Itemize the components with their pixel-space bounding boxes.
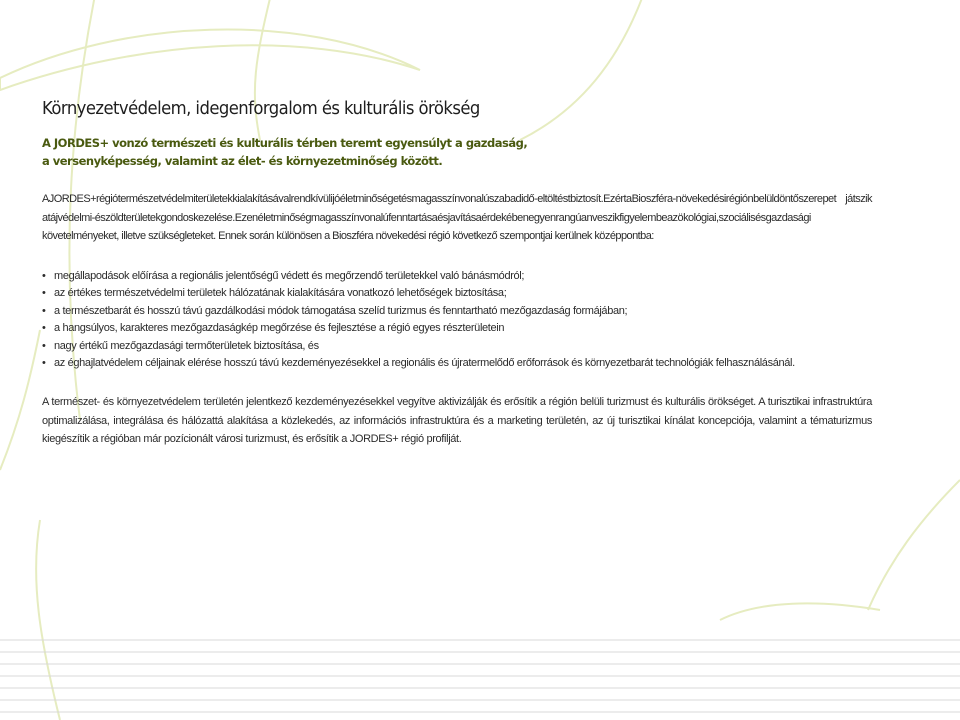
list-item-text: nagy értékű mezőgazdasági termőterületek biztosítása, és bbox=[54, 339, 319, 352]
bullet-icon: • bbox=[42, 269, 46, 282]
bullet-icon: • bbox=[42, 339, 46, 352]
list-item bbox=[42, 338, 872, 356]
bullet-icon: • bbox=[42, 322, 46, 335]
list-item bbox=[42, 268, 872, 286]
list-item-text: a hangsúlyos, karakteres mezőgazdaságkép megőrzése és fejlesztése a régió egyes részterületein bbox=[54, 322, 505, 335]
list-item-text: az éghajlatvédelem céljainak elérése hosszú távú kezdeményezésekkel a regionális és újratermelődő erőforrások és környezetbarát technológiák felhasználásánál. bbox=[54, 357, 795, 370]
decor-curve-5 bbox=[36, 520, 60, 720]
list-item-text: a természetbarát és hosszú távú gazdálkodási módok támogatása szelíd turizmus és fenntartható mezőgazdaság formájában; bbox=[54, 304, 628, 317]
list-item-text: megállapodások előírása a regionális jelentőségű védett és megőrzendő területekkel való bánásmódról; bbox=[54, 269, 525, 282]
intro-paragraph: AJORDES+régiótermészetvédelmiterületekkialakításávalrendkívülijóéletminőségetésmagasszínvonalúszabadidő-eltöltéstbiztosít.EzértaBioszféra-növekedésirégiónbelüldöntőszerepet játszik atájvédelmi-észöldterületekgondoskezelése.Ezenéletminőségmagasszínvonalúfenntartásaésjavításaérdekébenegyenrangúanveszikfigyelembeazökológiai,szociálisésgazdasági követelményeket, illetve szükségleteket. Ennek során különösen a Bioszféra növekedési régió következő szempontjai kerülnek középpontba: bbox=[42, 193, 872, 242]
decor-curve-7 bbox=[720, 603, 880, 620]
document-content bbox=[42, 98, 872, 449]
decor-arc-left bbox=[0, 29, 420, 90]
page-title: Környezetvédelem, idegenforgalom és kulturális örökség bbox=[42, 99, 480, 119]
bullet-icon: • bbox=[42, 357, 46, 370]
subtitle-line: A JORDES+ vonzó természeti és kulturális térben teremt egyensúlyt a gazdaság, bbox=[42, 136, 528, 150]
bullet-icon: • bbox=[42, 287, 46, 300]
bullet-list bbox=[42, 268, 872, 374]
subtitle bbox=[42, 134, 872, 170]
list-item bbox=[42, 355, 872, 373]
subtitle-line: a versenyképesség, valamint az élet- és környezetminőség között. bbox=[42, 154, 443, 168]
list-item-text: az értékes természetvédelmi területek hálózatának kialakítására vonatkozó lehetőségek biztosítása; bbox=[54, 287, 507, 300]
list-item bbox=[42, 320, 872, 338]
bullet-icon: • bbox=[42, 304, 46, 317]
list-item bbox=[42, 285, 872, 303]
decor-curve-4 bbox=[0, 330, 40, 470]
list-item bbox=[42, 303, 872, 321]
decor-curve-6 bbox=[868, 480, 960, 610]
closing-paragraph: A természet- és környezetvédelem területén jelentkező kezdeményezésekkel vegyítve aktivizálják és erősítik a régión belüli turizmust és kulturális örökséget. A turisztikai infrastruktúra optimalizálása, integrálása és hálózattá alakítása a közlekedés, az információs infrastruktúra és a marketing területén, az új turisztikai kínálat koncepciója, valamint a tématurizmus kiegészítik a régióban már pozícionált városi turizmust, és erősítik a JORDES+ régió profilját. bbox=[42, 396, 872, 446]
